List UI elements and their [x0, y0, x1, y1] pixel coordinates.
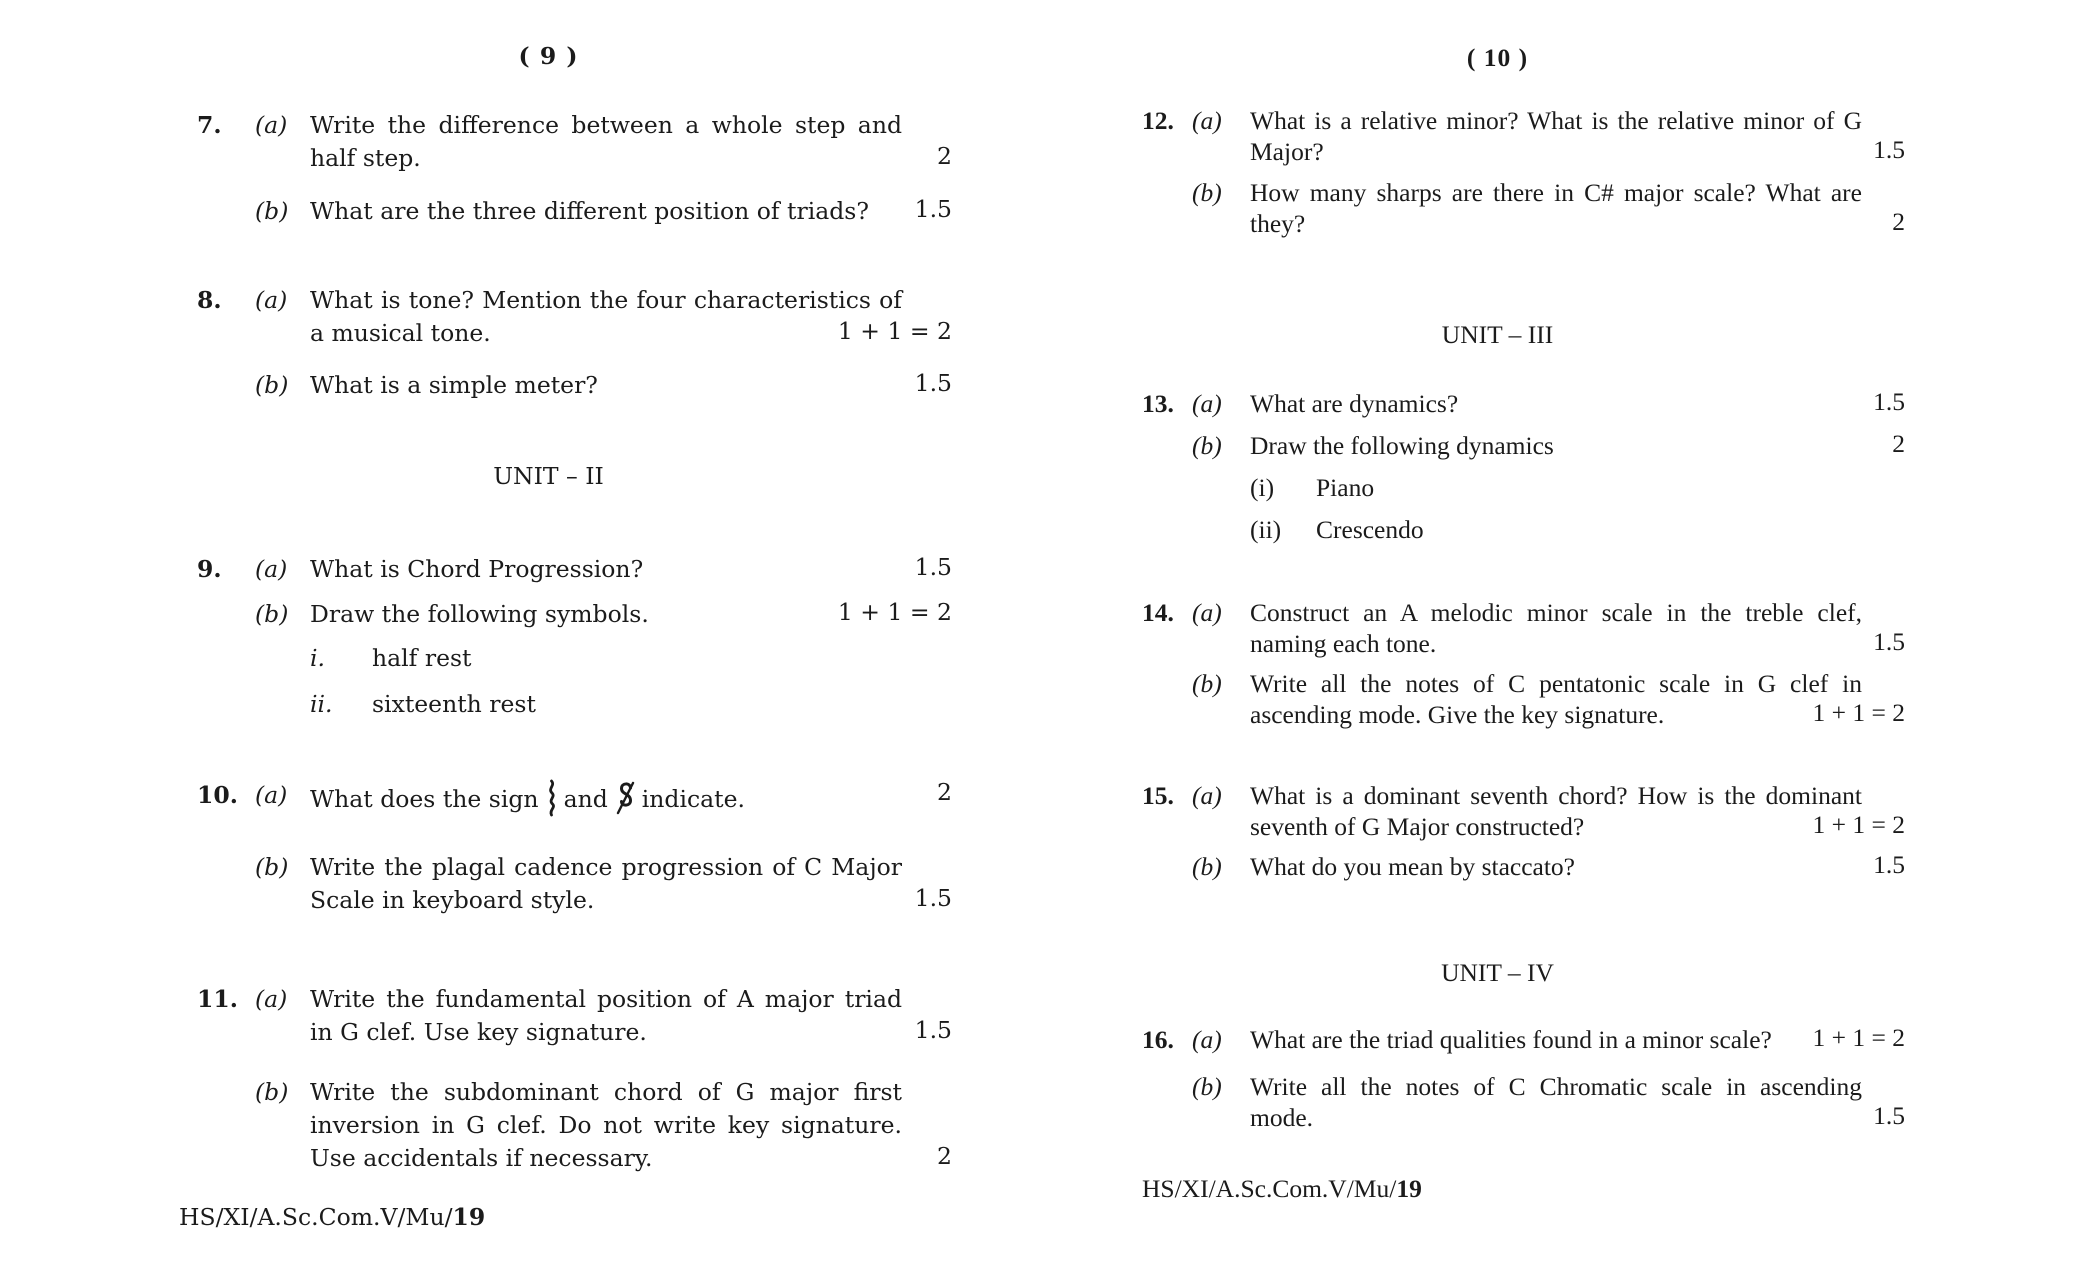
question-number: 13.	[1142, 389, 1174, 418]
question-letter: (a)	[1192, 1025, 1222, 1054]
list-item-text: Piano	[1316, 473, 1375, 502]
page-number: ( 10 )	[1466, 43, 1529, 72]
question-text: Write all the notes of C Chromatic scale in ascending mode.	[1250, 1072, 1862, 1132]
marks: 1.5	[1873, 387, 1905, 416]
question-number: 11.	[197, 985, 238, 1013]
paper-code-footer	[1142, 1173, 1905, 1204]
question-letter: (b)	[255, 371, 289, 399]
question-text: What is tone? Mention the four characteristics of a musical tone.	[310, 286, 902, 347]
marks: 1.5	[914, 884, 952, 912]
list-item-numeral: (ii)	[1250, 515, 1282, 544]
page-10	[1050, 0, 2100, 1275]
question-text: Draw the following symbols.	[310, 600, 649, 628]
question-text: What is a relative minor? What is the relative minor of G Major?	[1250, 106, 1862, 166]
question-letter: (a)	[1192, 106, 1222, 135]
question-11a	[197, 983, 952, 1049]
question-text: What are dynamics?	[1250, 389, 1459, 418]
question-letter: (b)	[1192, 669, 1222, 698]
list-item-numeral: (i)	[1250, 473, 1275, 502]
question-letter: (b)	[255, 600, 289, 628]
question-text: Write the fundamental position of A major triad in G clef. Use key signature.	[310, 985, 902, 1046]
marks: 2	[937, 1142, 952, 1170]
question-9a	[197, 553, 952, 586]
question-letter: (a)	[1192, 781, 1222, 810]
question-text-mid: and	[563, 785, 608, 813]
marks: 2	[1892, 429, 1905, 458]
paper-code-footer	[179, 1201, 952, 1234]
question-15b	[1142, 851, 1905, 882]
paper-code-page: 19	[1396, 1174, 1422, 1203]
unit-heading-4: UNIT – IV	[1441, 958, 1554, 987]
question-letter: (a)	[255, 111, 288, 139]
question-letter: (a)	[255, 286, 288, 314]
list-item-piano	[1250, 472, 1905, 503]
marks: 1.5	[1873, 627, 1905, 656]
question-letter: (b)	[1192, 1072, 1222, 1101]
marks: 1.5	[914, 369, 952, 397]
unit-heading-3: UNIT – III	[1441, 320, 1554, 349]
question-number: 8.	[197, 286, 222, 314]
question-number: 7.	[197, 111, 222, 139]
question-8b	[197, 369, 952, 402]
question-text: What are the triad qualities found in a minor scale?	[1250, 1025, 1772, 1054]
marks: 1 + 1 = 2	[837, 598, 952, 626]
question-letter: (b)	[1192, 178, 1222, 207]
marks: 1 + 1 = 2	[1812, 810, 1905, 839]
list-item-numeral: ii.	[310, 690, 333, 718]
question-9b	[197, 598, 952, 631]
question-13a	[1142, 388, 1905, 419]
paper-code-page: 19	[452, 1203, 486, 1231]
question-number: 9.	[197, 555, 222, 583]
question-text	[310, 779, 902, 817]
question-letter: (b)	[255, 853, 289, 881]
page-10-content	[1142, 0, 1905, 1204]
question-letter: (a)	[255, 781, 288, 809]
list-item-text: Crescendo	[1316, 515, 1424, 544]
question-letter: (b)	[255, 197, 289, 225]
quarter-rest-icon	[545, 779, 558, 817]
question-14b	[1142, 668, 1905, 730]
question-text: Write the difference between a whole step and half step.	[310, 111, 902, 172]
question-text: Write all the notes of C pentatonic scale in G clef in ascending mode. Give the key signature.	[1250, 669, 1862, 729]
question-text: What are the three different position of triads?	[310, 197, 869, 225]
marks: 1 + 1 = 2	[837, 317, 952, 345]
list-item-half-rest	[310, 642, 952, 675]
marks: 2	[937, 142, 952, 170]
list-item-text: half rest	[372, 644, 472, 672]
question-12a	[1142, 105, 1905, 167]
marks: 1.5	[1873, 850, 1905, 879]
question-text: What is Chord Progression?	[310, 555, 644, 583]
question-number: 14.	[1142, 598, 1174, 627]
page-9-content	[179, 0, 952, 1234]
question-letter: (a)	[1192, 598, 1222, 627]
question-letter: (b)	[1192, 852, 1222, 881]
question-letter: (b)	[1192, 431, 1222, 460]
marks: 1.5	[914, 553, 952, 581]
question-text: Draw the following dynamics	[1250, 431, 1554, 460]
list-item-text: sixteenth rest	[372, 690, 536, 718]
question-16a	[1142, 1024, 1905, 1055]
marks: 1.5	[1873, 135, 1905, 164]
marks: 1.5	[1873, 1101, 1905, 1130]
segno-icon	[614, 779, 636, 817]
question-13b	[1142, 430, 1905, 461]
question-14a	[1142, 597, 1905, 659]
question-10b	[197, 851, 952, 917]
question-letter: (b)	[255, 1078, 289, 1106]
question-16b	[1142, 1071, 1905, 1133]
question-text: Write the plagal cadence progression of C Major Scale in keyboard style.	[310, 853, 902, 914]
unit-heading-2: UNIT – II	[493, 462, 604, 490]
question-text-after: indicate.	[641, 785, 745, 813]
paper-code: HS/XI/A.Sc.Com.V/Mu/	[179, 1203, 453, 1231]
list-item-crescendo	[1250, 514, 1905, 545]
question-letter: (a)	[1192, 389, 1222, 418]
marks: 2	[937, 778, 952, 806]
marks: 2	[1892, 207, 1905, 236]
question-text: How many sharps are there in C# major scale? What are they?	[1250, 178, 1862, 238]
question-15a	[1142, 780, 1905, 842]
marks: 1.5	[914, 195, 952, 223]
question-7b	[197, 195, 952, 228]
list-item-numeral: i.	[310, 644, 325, 672]
question-10a	[197, 779, 952, 817]
question-12b	[1142, 177, 1905, 239]
marks: 1.5	[914, 1016, 952, 1044]
question-number: 16.	[1142, 1025, 1174, 1054]
question-text: What do you mean by staccato?	[1250, 852, 1576, 881]
question-letter: (a)	[255, 555, 288, 583]
list-item-sixteenth-rest	[310, 688, 952, 721]
question-text: Write the subdominant chord of G major first inversion in G clef. Do not write key signature. Use accidentals if necessary.	[310, 1078, 902, 1172]
paper-code: HS/XI/A.Sc.Com.V/Mu/	[1142, 1174, 1397, 1203]
page-number: ( 9 )	[518, 42, 579, 70]
question-11b	[197, 1076, 952, 1175]
marks: 1 + 1 = 2	[1812, 698, 1905, 727]
question-text: What is a simple meter?	[310, 371, 598, 399]
question-number: 10.	[197, 781, 238, 809]
question-text-before: What does the sign	[310, 785, 539, 813]
question-letter: (a)	[255, 985, 288, 1013]
question-text: Construct an A melodic minor scale in the treble clef, naming each tone.	[1250, 598, 1862, 658]
question-number: 12.	[1142, 106, 1174, 135]
question-7a	[197, 109, 952, 175]
question-number: 15.	[1142, 781, 1174, 810]
question-8a	[197, 284, 952, 350]
question-text: What is a dominant seventh chord? How is the dominant seventh of G Major constructed?	[1250, 781, 1862, 841]
marks: 1 + 1 = 2	[1812, 1023, 1905, 1052]
